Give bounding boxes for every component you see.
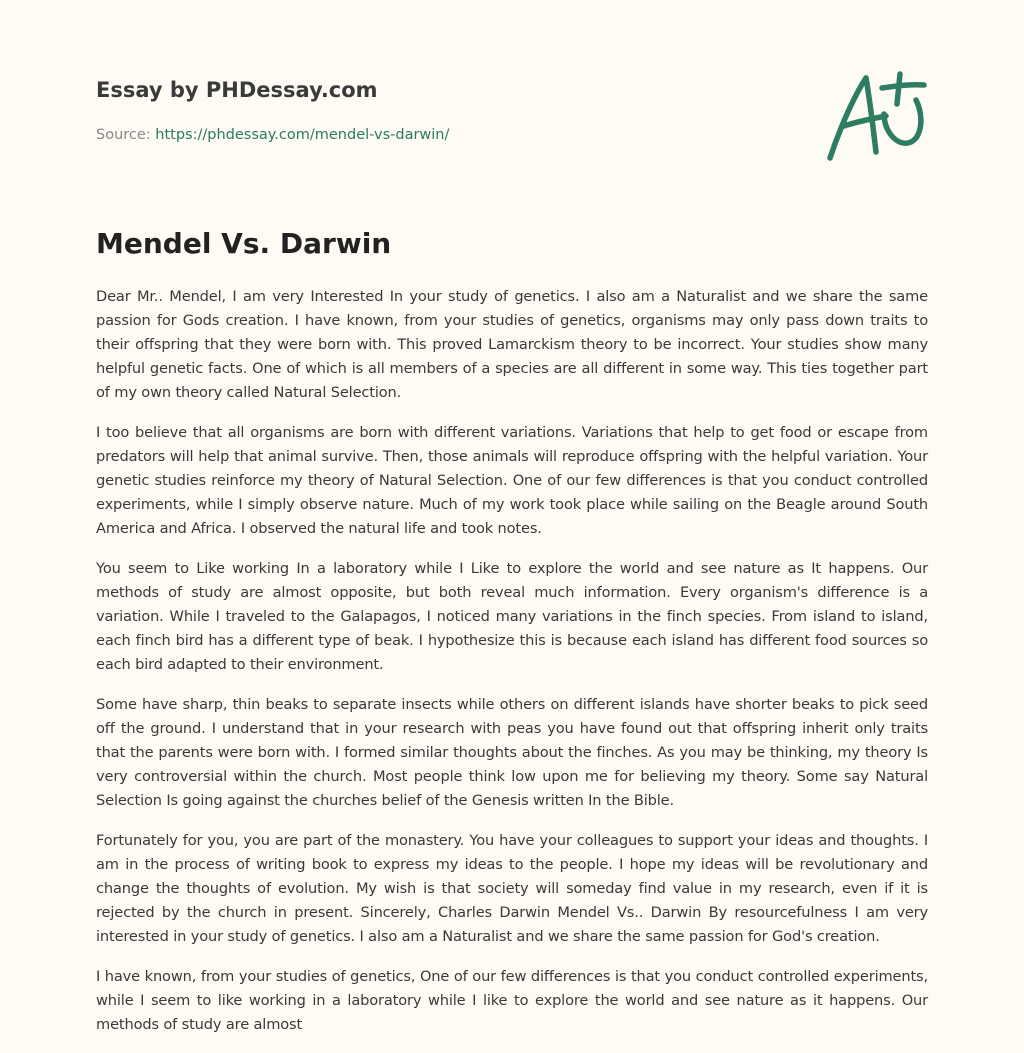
source-line	[96, 125, 696, 145]
essay-paragraph: Fortunately for you, you are part of the monastery. You have your colleagues to support your ideas and thoughts. I am in the process of writing book to express my ideas to the people. I hope my ideas will be revolutionary and change the thoughts of evolution. My wish is that society will someday find value in my research, even if it is rejected by the church in present. Sincerely, Charles Darwin Mendel Vs.. Darwin By resourcefulness I am very interested in your study of genetics. I also am a Naturalist and we share the same passion for God's creation.	[96, 832, 928, 945]
source-link[interactable]: https://phdessay.com/mendel-vs-darwin/	[155, 127, 450, 143]
essay-paragraph: Some have sharp, thin beaks to separate insects while others on different islands have shorter beaks to pick seed off the ground. I understand that in your research with peas you have found out that offspring inherit only traits that the parents were born with. I formed similar thoughts about the finches. As you may be thinking, my theory Is very controversial within the church. Most people think low upon me for believing my theory. Some say Natural Selection Is going against the churches belief of the Genesis written In the Bible.	[96, 696, 928, 809]
site-title: Essay by PHDessay.com	[96, 78, 378, 102]
source-label: Source:	[96, 127, 156, 143]
a-plus-logo-icon	[820, 66, 932, 166]
essay-paragraph: I have known, from your studies of genetics, One of our few differences is that you conduct controlled experiments, while I seem to like working in a laboratory while I like to explore the world and see nature as it happens. Our methods of study are almost	[96, 968, 928, 1033]
header	[96, 76, 696, 145]
essay-body	[96, 285, 928, 1053]
essay-paragraph: Dear Mr.. Mendel, I am very Interested In your study of genetics. I also am a Naturalist and we share the same passion for Gods creation. I have known, from your studies of genetics, organisms may only pass down traits to their offspring that they were born with. This proved Lamarckism theory to be incorrect. Your studies show many helpful genetic facts. One of which is all members of a species are all different in some way. This ties together part of my own theory called Natural Selection.	[96, 288, 928, 401]
essay-paragraph: You seem to Like working In a laboratory while I Like to explore the world and see nature as It happens. Our methods of study are almost opposite, but both reveal much information. Every organism's difference is a variation. While I traveled to the Galapagos, I noticed many variations in the finch species. From island to island, each finch bird has a different type of beak. I hypothesize this is because each island has different food sources so each bird adapted to their environment.	[96, 560, 928, 673]
essay-paragraph: I too believe that all organisms are born with different variations. Variations that help to get food or escape from predators will help that animal survive. Then, those animals will reproduce offspring with the helpful variation. Your genetic studies reinforce my theory of Natural Selection. One of our few differences is that you conduct controlled experiments, while I simply observe nature. Much of my work took place while sailing on the Beagle around South America and Africa. I observed the natural life and took notes.	[96, 424, 928, 537]
essay-title: Mendel Vs. Darwin	[96, 227, 392, 260]
